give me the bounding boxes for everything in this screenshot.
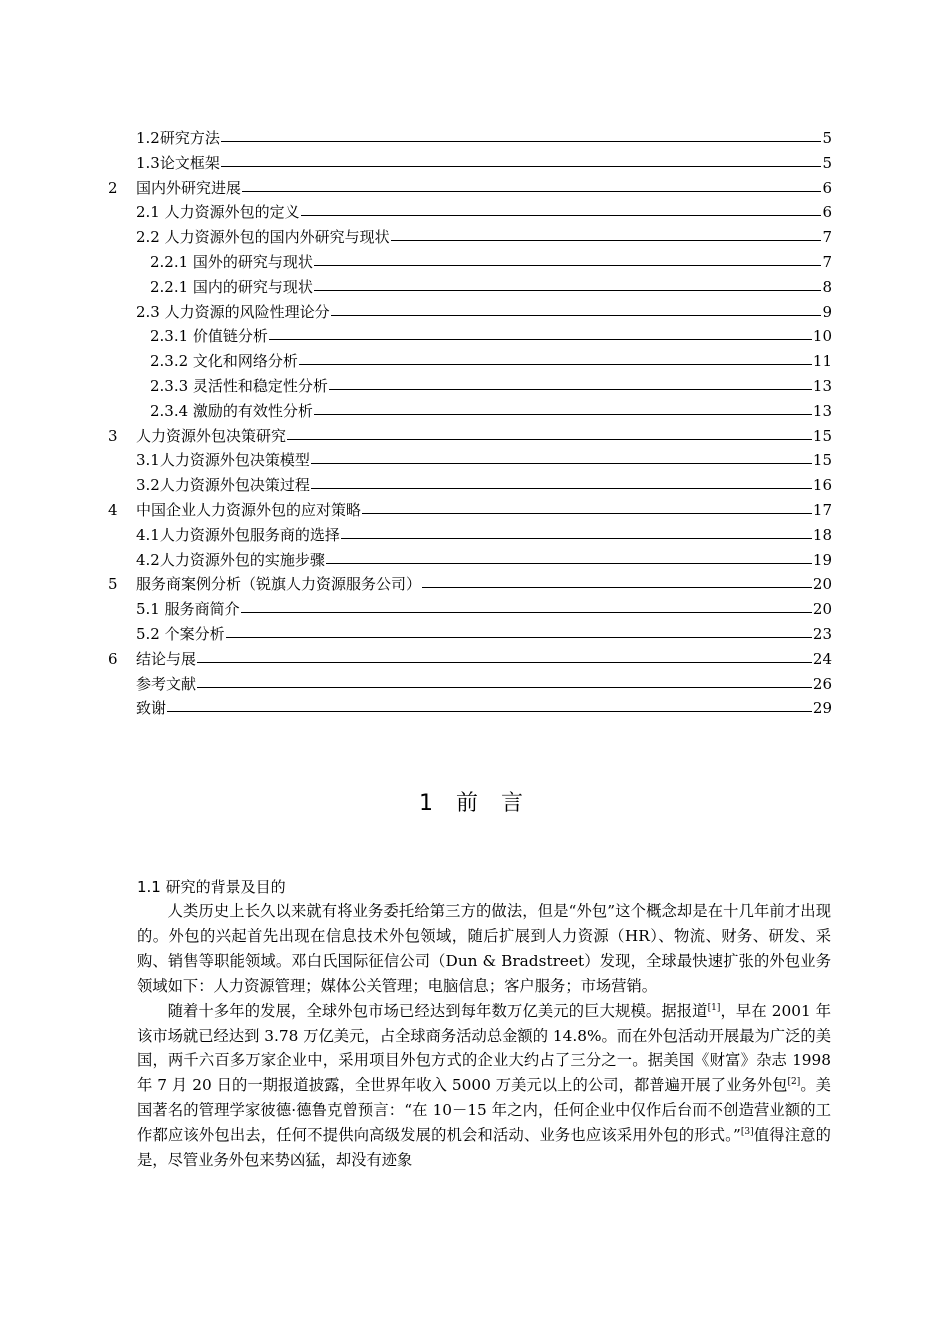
- toc-leader-line: [341, 523, 812, 539]
- toc-entry[interactable]: [0, 548, 950, 573]
- toc-entry[interactable]: [0, 448, 950, 473]
- toc-entry-title: 结论与展: [136, 649, 197, 668]
- toc-entry-page: 10: [812, 327, 832, 346]
- toc-entry-title: 4.1人力资源外包服务商的选择: [136, 525, 340, 544]
- toc-entry-title: 1.3论文框架: [136, 153, 220, 172]
- toc-entry[interactable]: [0, 126, 950, 151]
- toc-entry-title: 1.2研究方法: [136, 129, 220, 147]
- toc-entry-page: 11: [812, 352, 832, 371]
- toc-entry-title: 2.3.4 激励的有效性分析: [150, 401, 313, 420]
- toc-entry-line: [136, 200, 832, 225]
- toc-leader-line: [197, 672, 812, 688]
- toc-entry[interactable]: [0, 523, 950, 548]
- toc-entry[interactable]: [0, 473, 950, 498]
- toc-entry-line: [150, 324, 832, 349]
- citation-2[interactable]: [2]: [787, 1077, 801, 1088]
- toc-entry-page: 16: [812, 476, 832, 495]
- toc-entry[interactable]: [0, 324, 950, 349]
- toc-entry-title: 致谢: [136, 699, 167, 718]
- toc-entry[interactable]: [0, 424, 950, 449]
- toc-entry-line: [136, 572, 832, 597]
- paragraph-2-part-c: 。美国著名的管理学家彼德·德鲁克曾预言：“在 10－15 年之内，任何企业中仅作后台而不创造营业额的工作都应该外包出去，任何不提供向高级发展的机会和活动、业务也应该采用外包的形式。”: [137, 1076, 831, 1145]
- toc-entry-number: 2: [108, 178, 118, 197]
- toc-entry-page: 17: [812, 500, 832, 519]
- toc-entry-title: 2.3.1 价值链分析: [150, 327, 268, 346]
- toc-entry-title: 参考文献: [136, 674, 197, 693]
- toc-leader-line: [311, 473, 812, 489]
- toc-entry-line: [136, 151, 832, 176]
- toc-entry[interactable]: [0, 275, 950, 300]
- toc-entry[interactable]: [0, 176, 950, 201]
- toc-entry-line: [136, 597, 832, 622]
- toc-entry-line: [136, 300, 832, 325]
- toc-entry-line: [136, 498, 832, 523]
- toc-entry-line: [136, 473, 832, 498]
- toc-entry[interactable]: [0, 498, 950, 523]
- toc-entry-title: 2.1 人力资源外包的定义: [136, 203, 300, 222]
- toc-entry-page: 5: [822, 129, 832, 147]
- toc-entry-line: [150, 275, 832, 300]
- toc-entry-line: [150, 349, 832, 374]
- toc-leader-line: [242, 176, 821, 192]
- toc-entry-number: 4: [108, 500, 118, 519]
- toc-leader-line: [331, 300, 822, 316]
- toc-entry-line: [136, 225, 832, 250]
- toc-entry-line: [136, 622, 832, 647]
- toc-entry-title: 5.1 服务商简介: [136, 600, 240, 619]
- toc-entry-number: 5: [108, 575, 118, 594]
- toc-entry-title: 4.2人力资源外包的实施步骤: [136, 550, 325, 569]
- toc-entry[interactable]: [0, 696, 950, 721]
- toc-leader-line: [301, 200, 822, 216]
- toc-entry-line: [150, 399, 832, 424]
- toc-leader-line: [422, 572, 812, 588]
- toc-entry[interactable]: [0, 300, 950, 325]
- toc-leader-line: [391, 225, 822, 241]
- toc-entry-title: 2.2.1 国内的研究与现状: [150, 277, 313, 296]
- toc-entry-title: 2.3.3 灵活性和稳定性分析: [150, 376, 328, 395]
- toc-leader-line: [269, 324, 812, 340]
- toc-entry-line: [136, 126, 832, 151]
- toc-entry-line: [136, 523, 832, 548]
- toc-entry-page: 15: [812, 426, 832, 445]
- toc-entry-page: 6: [822, 203, 832, 222]
- toc-entry-line: [136, 448, 832, 473]
- toc-entry-page: 13: [812, 376, 832, 395]
- toc-leader-line: [221, 126, 822, 142]
- toc-leader-line: [197, 647, 812, 663]
- toc-entry[interactable]: [0, 200, 950, 225]
- toc-leader-line: [311, 448, 812, 464]
- toc-leader-line: [362, 498, 812, 514]
- toc-entry[interactable]: [0, 349, 950, 374]
- toc-leader-line: [326, 548, 812, 564]
- toc-entry-page: 26: [812, 674, 832, 693]
- body-text: [137, 899, 831, 1173]
- paragraph-1: 人类历史上长久以来就有将业务委托给第三方的做法，但是“外包”这个概念却是在十几年前才出现的。外包的兴起首先出现在信息技术外包领域，随后扩展到人力资源（HR）、物流、财务、研发、采购、销售等职能领域。邓白氏国际征信公司（Dun & Bradstreet）发现，全球最快速扩张的外包业务领域如下：人力资源管理；媒体公关管理；电脑信息；客户服务；市场营销。: [137, 902, 831, 995]
- toc-entry-page: 5: [822, 153, 832, 172]
- toc-leader-line: [221, 151, 822, 167]
- toc-entry-title: 人力资源外包决策研究: [136, 426, 287, 445]
- toc-entry[interactable]: [0, 374, 950, 399]
- toc-leader-line: [241, 597, 812, 613]
- toc-entry-page: 13: [812, 401, 832, 420]
- toc-entry-line: [136, 696, 832, 721]
- toc-entry-page: 23: [812, 624, 832, 643]
- paragraph-2: [137, 999, 831, 1173]
- toc-entry-page: 15: [812, 451, 832, 470]
- toc-entry-page: 19: [812, 550, 832, 569]
- toc-entry-title: 国内外研究进展: [136, 178, 242, 197]
- citation-1[interactable]: [1]: [707, 1002, 721, 1013]
- toc-entry-page: 7: [822, 252, 832, 271]
- toc-entry-page: 8: [822, 277, 832, 296]
- toc-entry-number: 3: [108, 426, 118, 445]
- toc-entry-page: 20: [812, 575, 832, 594]
- toc-entry[interactable]: [0, 597, 950, 622]
- toc-leader-line: [287, 424, 812, 440]
- toc-leader-line: [314, 275, 822, 291]
- toc-entry-line: [150, 374, 832, 399]
- toc-entry-line: [136, 548, 832, 573]
- toc-leader-line: [299, 349, 812, 365]
- toc-entry[interactable]: [0, 250, 950, 275]
- toc-leader-line: [329, 374, 812, 390]
- section-heading: 1.1 研究的背景及目的: [137, 878, 286, 896]
- toc-leader-line: [314, 399, 812, 415]
- toc-entry[interactable]: [0, 225, 950, 250]
- toc-entry[interactable]: [0, 647, 950, 672]
- toc-leader-line: [314, 250, 822, 266]
- toc-entry-number: 6: [108, 649, 118, 668]
- toc-entry-title: 3.1人力资源外包决策模型: [136, 451, 310, 470]
- toc-entry[interactable]: [0, 151, 950, 176]
- toc-entry-title: 中国企业人力资源外包的应对策略: [136, 500, 362, 519]
- toc-entry[interactable]: [0, 572, 950, 597]
- toc-entry-title: 3.2人力资源外包决策过程: [136, 476, 310, 495]
- toc-entry[interactable]: [0, 399, 950, 424]
- paragraph-2-part-b: ，早在 2001 年该市场就已经达到 3.78 万亿美元，占全球商务活动总金额的 14.8%。而在外包活动开展最为广泛的美国，两千六百多万家企业中，采用项目外包方式的企业大约占了三分之一。据美国《财富》杂志 1998 年 7 月 20 日的一期报道披露，全世界年收入 5000 万美元以上的公司，都普遍开展了业务外包: [137, 1001, 831, 1095]
- toc-entry-page: 18: [812, 525, 832, 544]
- toc-entry-line: [150, 250, 832, 275]
- toc-entry-page: 9: [822, 302, 832, 321]
- toc-entry-page: 7: [822, 228, 832, 247]
- toc-entry[interactable]: [0, 622, 950, 647]
- toc-entry-title: 2.3 人力资源的风险性理论分: [136, 302, 330, 321]
- toc-entry-title: 2.3.2 文化和网络分析: [150, 352, 298, 371]
- table-of-contents: [0, 126, 950, 721]
- toc-entry-line: [136, 176, 832, 201]
- paragraph-2-part-d: 值得注意的是，尽管业务外包来势凶猛，却没有迹象: [137, 1126, 831, 1170]
- toc-entry-line: [136, 647, 832, 672]
- citation-3[interactable]: [3]: [740, 1127, 754, 1138]
- toc-entry[interactable]: [0, 672, 950, 697]
- toc-entry-page: 6: [822, 178, 832, 197]
- toc-entry-title: 2.2 人力资源外包的国内外研究与现状: [136, 228, 390, 247]
- toc-entry-line: [136, 672, 832, 697]
- toc-entry-title: 2.2.1 国外的研究与现状: [150, 252, 313, 271]
- toc-entry-title: 5.2 个案分析: [136, 624, 225, 643]
- paragraph-2-part-a: 随着十多年的发展，全球外包市场已经达到每年数万亿美元的巨大规模。据报道: [167, 1001, 708, 1020]
- toc-leader-line: [226, 622, 812, 638]
- toc-entry-line: [136, 424, 832, 449]
- toc-entry-page: 20: [812, 600, 832, 619]
- toc-entry-title: 服务商案例分析（锐旗人力资源服务公司）: [136, 575, 422, 594]
- toc-leader-line: [167, 696, 812, 712]
- toc-entry-page: 29: [812, 699, 832, 718]
- toc-entry-page: 24: [812, 649, 832, 668]
- chapter-title: 1 前 言: [419, 791, 531, 816]
